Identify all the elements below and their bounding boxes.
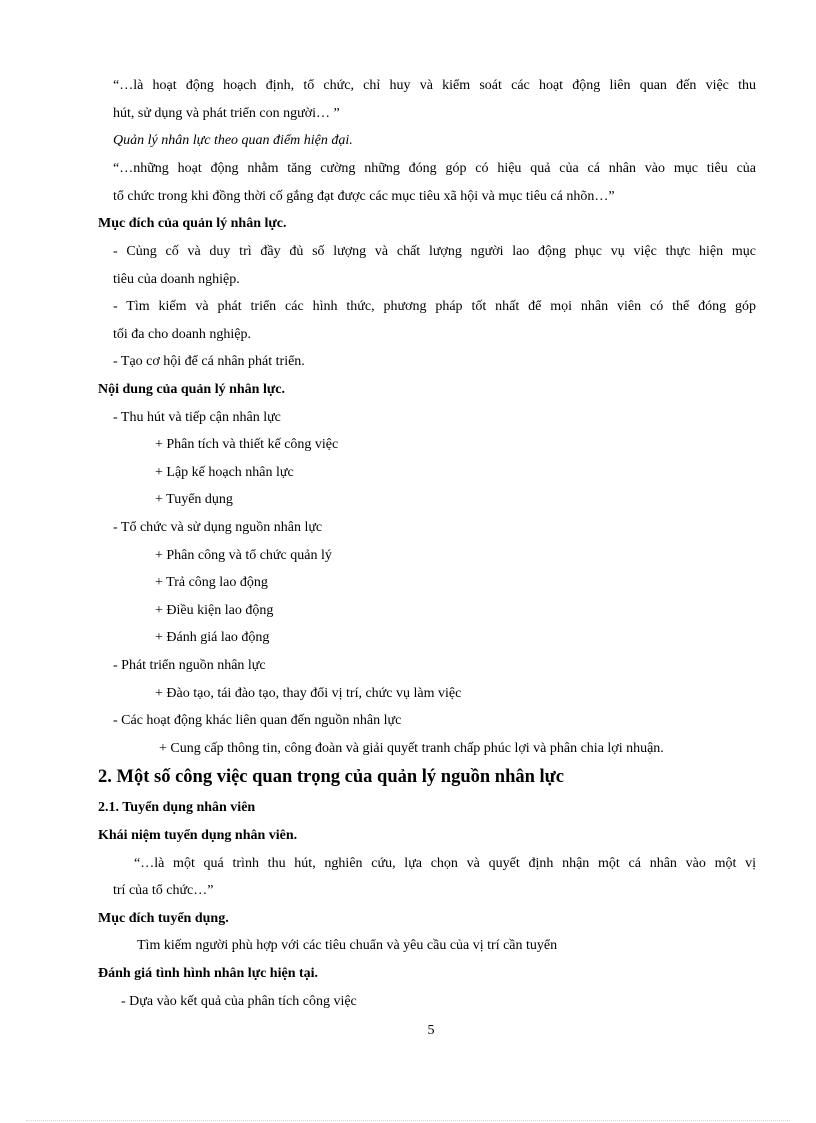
recruitment-quote-line-2: trí của tổ chức…” bbox=[113, 883, 214, 898]
modern-view-heading: Quản lý nhân lực theo quan điểm hiện đại. bbox=[113, 133, 353, 148]
purpose-heading: Mục đích của quản lý nhân lực. bbox=[98, 216, 287, 231]
recruitment-concept-heading: Khái niệm tuyển dụng nhân viên. bbox=[98, 828, 298, 843]
purpose-item-1-line-2: tiêu của doanh nghiệp. bbox=[113, 272, 240, 287]
quote-modern-line-2: tổ chức trong khi đồng thời cố gắng đạt được các mục tiêu xã hội và mục tiêu cá nhõn…” bbox=[113, 189, 615, 204]
sub-item-hr-planning: + Lập kế hoạch nhân lực bbox=[155, 465, 294, 480]
sub-item-information: + Cung cấp thông tin, công đoàn và giải quyết tranh chấp phúc lợi và phân chia lợi nhuận. bbox=[159, 741, 664, 756]
quote-definition-line-1: “…là hoạt động hoạch định, tổ chức, chỉ huy và kiểm soát các hoạt động liên quan đến việc thu bbox=[113, 78, 756, 93]
sub-item-assignment: + Phân công và tổ chức quản lý bbox=[155, 548, 332, 563]
page-number: 5 bbox=[427, 1023, 435, 1038]
sub-item-compensation: + Trả công lao động bbox=[155, 575, 268, 590]
purpose-item-2-line-1: - Tìm kiếm và phát triển các hình thức, phương pháp tốt nhất để mọi nhân viên có thể đóng góp bbox=[113, 299, 756, 314]
sub-item-evaluation: + Đánh giá lao động bbox=[155, 630, 270, 645]
content-item-organize: - Tổ chức và sử dụng nguồn nhân lực bbox=[113, 520, 323, 535]
sub-item-recruitment: + Tuyển dụng bbox=[155, 492, 233, 507]
purpose-item-1-line-1: - Củng cố và duy trì đầy đủ số lượng và chất lượng người lao động phục vụ việc thực hiện mục bbox=[113, 244, 756, 259]
hr-assessment-heading: Đánh giá tình hình nhân lực hiện tại. bbox=[98, 966, 319, 981]
sub-item-training: + Đào tạo, tái đào tạo, thay đổi vị trí, chức vụ làm việc bbox=[155, 686, 462, 701]
page-bottom-divider bbox=[26, 1120, 790, 1121]
hr-assessment-item-1: - Dựa vào kết quả của phân tích công việc bbox=[121, 994, 357, 1009]
recruitment-purpose-text: Tìm kiếm người phù hợp với các tiêu chuẩn và yêu cầu của vị trí cần tuyển bbox=[137, 938, 558, 953]
content-heading: Nội dung của quản lý nhân lực. bbox=[98, 382, 285, 397]
quote-definition-line-2: hút, sử dụng và phát triển con người… ” bbox=[113, 106, 340, 121]
content-item-other: - Các hoạt động khác liên quan đến nguồn nhân lực bbox=[113, 713, 402, 728]
quote-modern-line-1: “…những hoạt động nhằm tăng cường những đóng góp có hiệu quả của cá nhân vào mục tiêu của bbox=[113, 161, 756, 176]
sub-item-conditions: + Điều kiện lao động bbox=[155, 603, 274, 618]
purpose-item-2-line-2: tối đa cho doanh nghiệp. bbox=[113, 327, 252, 342]
sub-item-job-analysis: + Phân tích và thiết kế công việc bbox=[155, 437, 339, 452]
recruitment-purpose-heading: Mục đích tuyển dụng. bbox=[98, 911, 229, 926]
recruitment-quote-line-1: “…là một quá trình thu hút, nghiên cứu, lựa chọn và quyết định nhận một cá nhân vào một vị bbox=[134, 856, 756, 871]
section-2-heading: 2. Một số công việc quan trọng của quản lý nguồn nhân lực bbox=[98, 767, 564, 787]
purpose-item-3: - Tạo cơ hội để cá nhân phát triển. bbox=[113, 354, 305, 369]
content-item-develop: - Phát triển nguồn nhân lực bbox=[113, 658, 266, 673]
content-item-attract: - Thu hút và tiếp cận nhân lực bbox=[113, 410, 281, 425]
section-2-1-heading: 2.1. Tuyển dụng nhân viên bbox=[98, 800, 256, 815]
